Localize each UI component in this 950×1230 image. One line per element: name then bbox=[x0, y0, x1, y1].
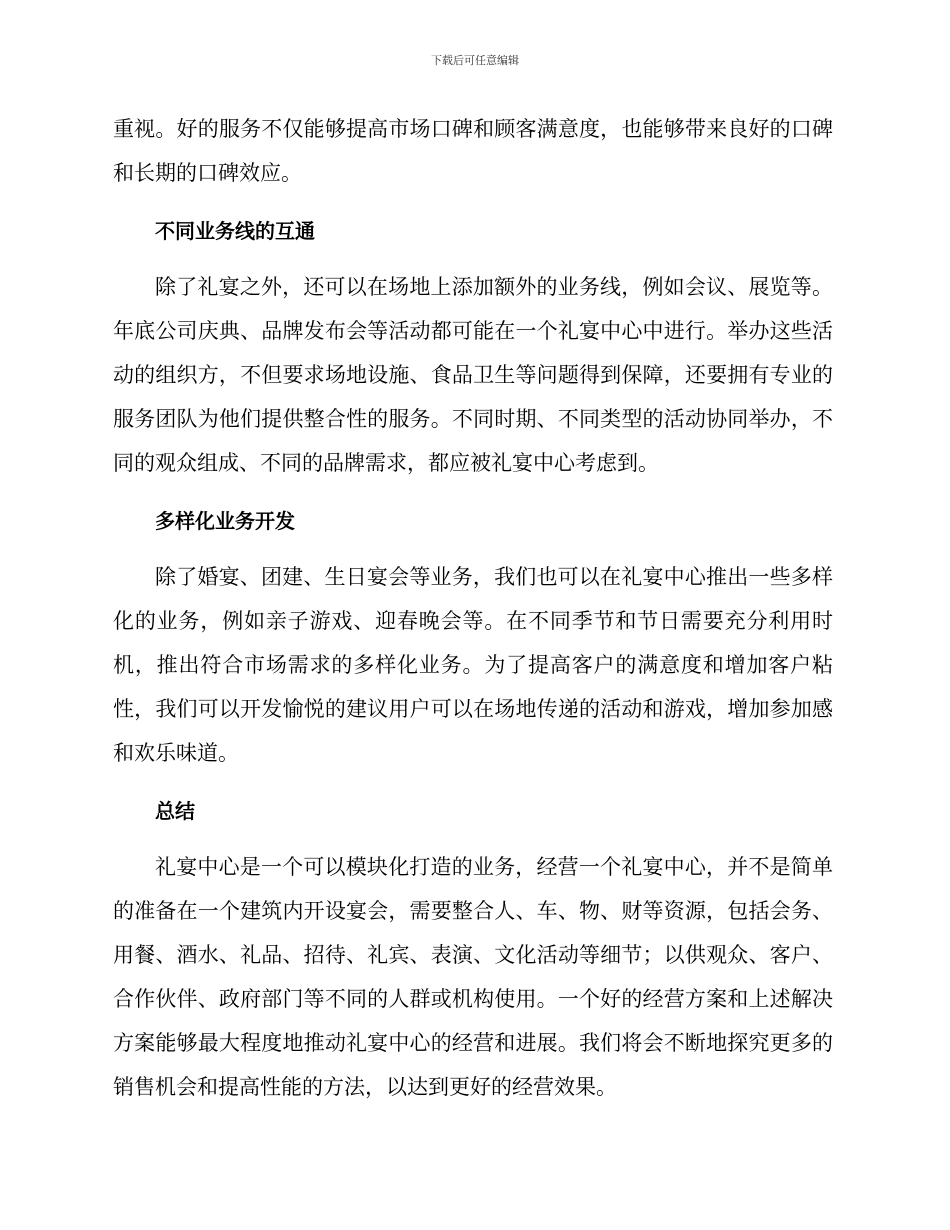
document-body bbox=[113, 107, 833, 1109]
paragraph-diversified-business: 除了婚宴、团建、生日宴会等业务，我们也可以在礼宴中心推出一些多样化的业务，例如亲子游戏、迎春晚会等。在不同季节和节日需要充分利用时机，推出符合市场需求的多样化业务。为了提高客户的满意度和增加客户粘性，我们可以开发愉悦的建议用户可以在场地传递的活动和游戏，增加参加感和欢乐味道。 bbox=[113, 565, 833, 765]
section-heading-summary: 总结 bbox=[155, 799, 195, 823]
paragraph-summary: 礼宴中心是一个可以模块化打造的业务，经营一个礼宴中心，并不是简单的准备在一个建筑内开设宴会，需要整合人、车、物、财等资源，包括会务、用餐、酒水、礼品、招待、礼宾、表演、文化活动等细节；以供观众、客户、合作伙伴、政府部门等不同的人群或机构使用。一个好的经营方案和上述解决方案能够最大程度地推动礼宴中心的经营和进展。我们将会不断地探究更多的销售机会和提高性能的方法，以达到更好的经营效果。 bbox=[113, 855, 833, 1099]
page-header: 下载后可任意编辑 bbox=[431, 54, 519, 67]
section-heading-diversified-business: 多样化业务开发 bbox=[155, 509, 295, 533]
section-heading-business-lines: 不同业务线的互通 bbox=[155, 219, 315, 243]
paragraph-continuation: 重视。好的服务不仅能够提高市场口碑和顾客满意度，也能够带来良好的口碑和长期的口碑效应。 bbox=[113, 117, 833, 185]
paragraph-business-lines: 除了礼宴之外，还可以在场地上添加额外的业务线，例如会议、展览等。年底公司庆典、品牌发布会等活动都可能在一个礼宴中心中进行。举办这些活动的组织方，不但要求场地设施、食品卫生等问题得到保障，还要拥有专业的服务团队为他们提供整合性的服务。不同时期、不同类型的活动协同举办，不同的观众组成、不同的品牌需求，都应被礼宴中心考虑到。 bbox=[113, 275, 833, 475]
